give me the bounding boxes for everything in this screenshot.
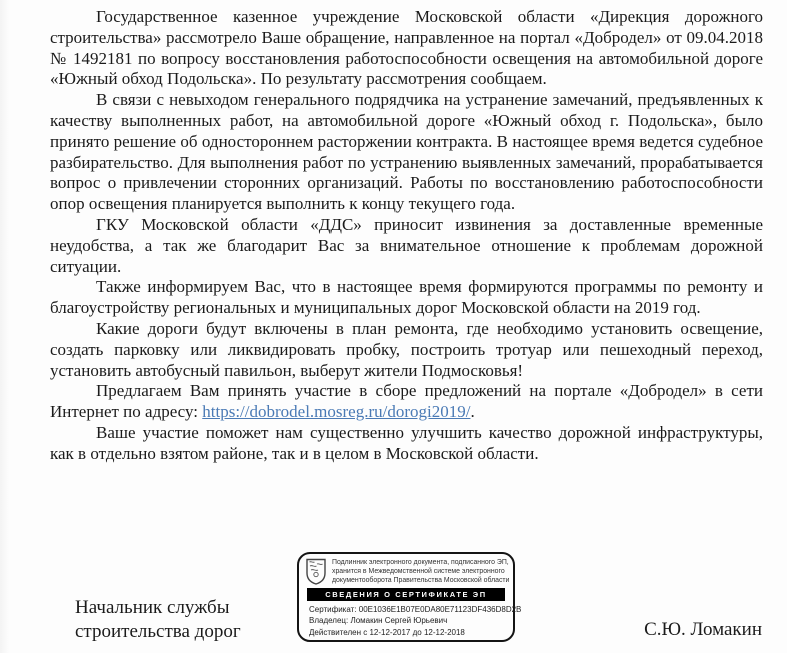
proposal-period: . [470,402,475,422]
stamp-authenticity-text [332,558,509,585]
owner-line: Владелец: Ломакин Сергей Юрьевич [309,616,448,625]
proposal-text: Предлагаем Вам принять участие в сборе предложений на портале «Добродел» в сети Интернет по адресу: [50,381,763,422]
coat-of-arms-icon [305,558,327,585]
dobrodel-link[interactable]: https://dobrodel.mosreg.ru/dorogi2019/ [202,402,471,422]
stamp-header [305,558,510,585]
certificate-info-bar: СВЕДЕНИЯ О СЕРТИФИКАТЕ ЭП [307,588,505,601]
certificate-line: Сертификат: 00E1036E1B07E0DA80E71123DF436D8D2B [309,604,522,614]
paragraph-intro: Государственное казенное учреждение Московской области «Дирекция дорожного строительства» рассмотрело Ваше обращение, направленное на портал «Добродел» от 09.04.2018 № 1492181 по вопросу восстановления работоспособности освещения на автомобильной дороге «Южный обход Подольска». По результату рассмотрения сообщаем. [50,7,763,89]
certificate-details [305,603,522,639]
paragraph-programs: Также информируем Вас, что в настоящее время формируются программы по ремонту и благоустройству региональных и муниципальных дорог Московской области на 2019 год. [50,277,763,318]
validity-line: Действителен с 12-12-2017 до 12-12-2018 [309,627,465,637]
letter-body [50,7,763,465]
signer-title [75,596,241,644]
paragraph-proposal [50,381,763,423]
paragraph-apology: ГКУ Московской области «ДДС» приносит извинения за доставленные временные неудобства, а так же благодарит Вас за внимательное отношение к проблемам дорожной ситуации. [50,214,763,276]
signer-title-line1: Начальник службы [75,597,230,618]
authenticity-line: документооборота Правительства Московской области [332,577,510,584]
authenticity-line: Подлинник электронного документа, подписанного ЭП, [332,559,509,566]
esign-stamp [297,552,522,642]
signer-title-line2: строительства дорог [75,621,241,642]
signer-name: С.Ю. Ломакин [644,619,762,640]
paragraph-contract: В связи с невыходом генерального подрядчика на устранение замечаний, предъявленных к качеству выполненных работ, на автомобильной дороге «Южный обход г. Подольска», было принято решение об одностороннем расторжении контракта. В настоящее время ведется судебное разбирательство. Для выполнения работ по устранению выявленных замечаний, прорабатывается вопрос о привлечении сторонних организаций. Работы по восстановлению работоспособности опор освещения планируется выполнить к концу текущего года. [50,90,763,214]
authenticity-line: хранится в Межведомственной системе электронного [332,568,505,575]
paragraph-roads-plan: Какие дороги будут включены в план ремонта, где необходимо установить освещение, создать парковку или ликвидировать пробку, построить тротуар или пешеходный переход, установить автобусный павильон, выберут жители Подмосковья! [50,318,763,380]
paragraph-closing: Ваше участие поможет нам существенно улучшить качество дорожной инфраструктуры, как в отдельно взятом районе, так и в целом в Московской области. [50,422,763,463]
